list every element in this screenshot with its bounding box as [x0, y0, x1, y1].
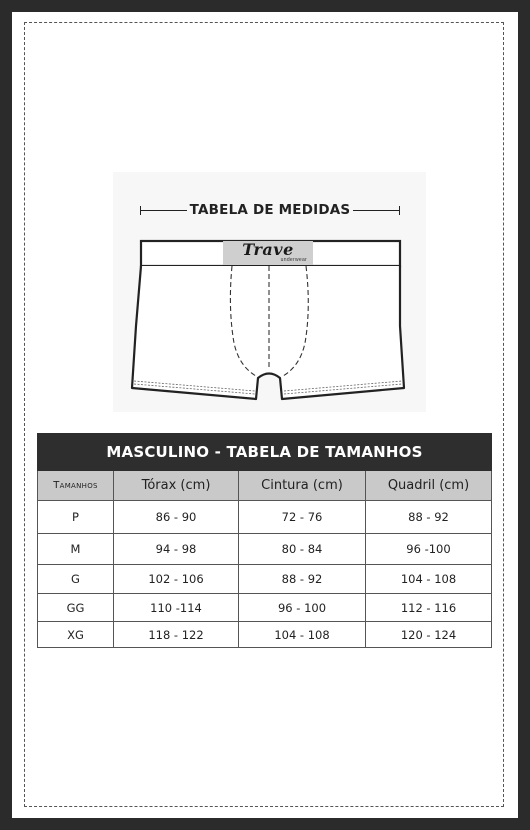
- table-row: [38, 565, 492, 594]
- size-cell: G: [38, 565, 114, 594]
- size-table-title: MASCULINO - TABELA DE TAMANHOS: [38, 434, 492, 471]
- chest-cell: 118 - 122: [114, 622, 239, 648]
- header-chest: Tórax (cm): [114, 471, 239, 501]
- measurements-title-text: TABELA DE MEDIDAS: [189, 202, 351, 218]
- brand-tagline: underwear: [280, 257, 307, 263]
- waist-cell: 96 - 100: [239, 594, 366, 622]
- hip-cell: 112 - 116: [366, 594, 492, 622]
- waist-cell: 88 - 92: [239, 565, 366, 594]
- header-waist: Cintura (cm): [239, 471, 366, 501]
- header-sizes: Tamanhos: [38, 471, 114, 501]
- size-table-title-row: [38, 434, 492, 471]
- header-hip: Quadril (cm): [366, 471, 492, 501]
- size-table: [37, 433, 492, 648]
- size-cell: P: [38, 501, 114, 534]
- hip-cell: 104 - 108: [366, 565, 492, 594]
- measurements-title: [140, 199, 400, 221]
- waist-cell: 104 - 108: [239, 622, 366, 648]
- hip-cell: 120 - 124: [366, 622, 492, 648]
- table-row: [38, 594, 492, 622]
- chest-cell: 86 - 90: [114, 501, 239, 534]
- size-table-header-row: [38, 471, 492, 501]
- table-row: [38, 501, 492, 534]
- table-row: [38, 534, 492, 565]
- chest-cell: 102 - 106: [114, 565, 239, 594]
- size-cell: GG: [38, 594, 114, 622]
- brand-logo: [223, 241, 313, 265]
- title-rule-right: [353, 210, 400, 211]
- brand-logo-text: Trave: [242, 240, 294, 259]
- waist-cell: 72 - 76: [239, 501, 366, 534]
- table-row: [38, 622, 492, 648]
- chest-cell: 94 - 98: [114, 534, 239, 565]
- dashed-border: [24, 22, 504, 807]
- hip-cell: 88 - 92: [366, 501, 492, 534]
- chest-cell: 110 -114: [114, 594, 239, 622]
- waist-cell: 80 - 84: [239, 534, 366, 565]
- title-rule-left: [140, 210, 187, 211]
- size-cell: M: [38, 534, 114, 565]
- hip-cell: 96 -100: [366, 534, 492, 565]
- size-cell: XG: [38, 622, 114, 648]
- garment-outline: [132, 266, 404, 399]
